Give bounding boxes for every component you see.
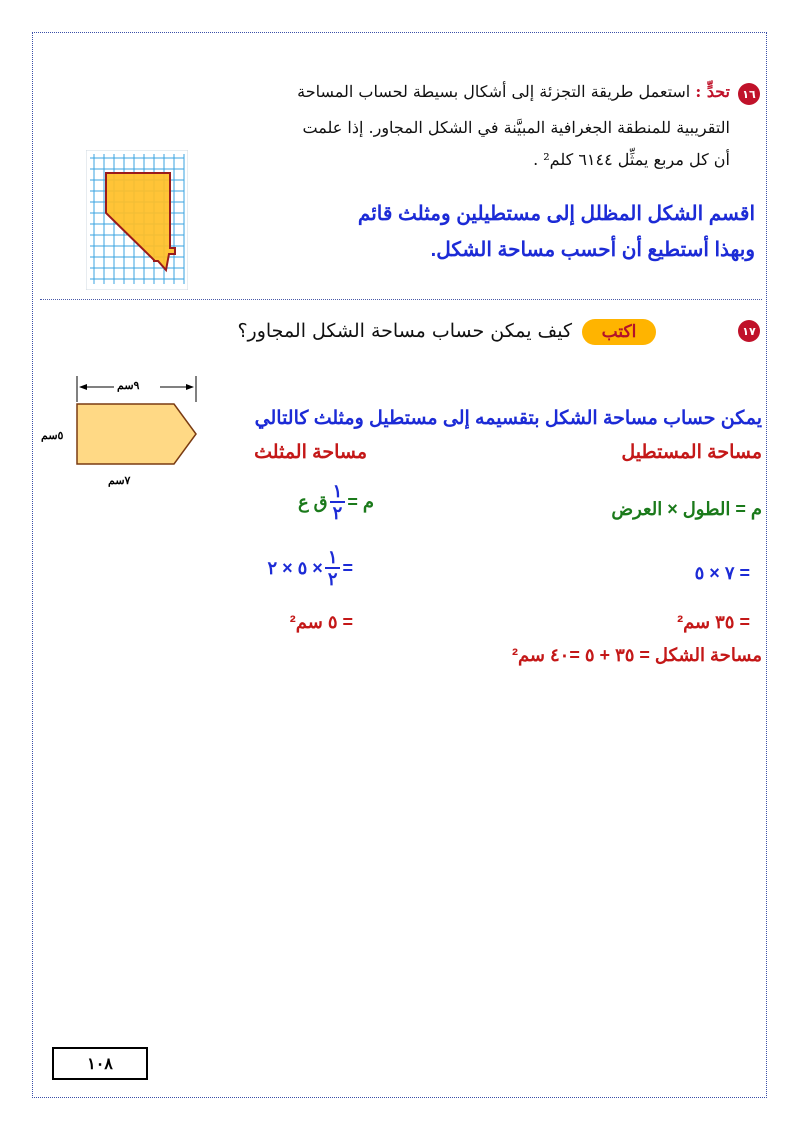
question-17-intro: يمكن حساب مساحة الشكل بتقسيمه إلى مستطيل ومثلث كالتالي: [254, 408, 762, 429]
grid-map-figure: [86, 150, 188, 290]
question-16-number: ١٦: [742, 87, 756, 101]
fraction-half-calc: [325, 548, 341, 588]
question-17-text: كيف يمكن حساب مساحة الشكل المجاور؟: [237, 320, 572, 342]
question-17-number: ١٧: [742, 324, 756, 338]
rectangle-area-calculation: = ٧ × ٥: [694, 563, 750, 583]
total-area-result: مساحة الشكل = ٣٥ + ٥ =٤٠ سم²: [511, 645, 762, 665]
question-16-line2: التقريبية للمنطقة الجغرافية المبيَّنة في الشكل المجاور. إذا علمت: [302, 118, 730, 137]
question-17-badge: [738, 320, 760, 342]
triangle-area-result: = ٥ سم²: [289, 612, 353, 632]
figure-top-dimension: ٩سم: [117, 380, 140, 392]
section-divider: [40, 299, 762, 300]
fraction-denominator: ٢: [332, 503, 343, 523]
fraction-numerator: ١: [330, 482, 346, 503]
triangle-formula-suffix: ق ع: [297, 491, 328, 512]
triangle-calc-prefix: =: [342, 557, 353, 578]
question-16-text1: استعمل طريقة التجزئة إلى أشكال بسيطة لحساب المساحة: [297, 82, 691, 101]
fraction-half: [330, 482, 346, 522]
triangle-area-formula: [298, 482, 374, 522]
fraction-calc-denominator: ٢: [327, 569, 338, 589]
question-16-line3: أن كل مربع يمثِّل ٦١٤٤ كلم² .: [533, 150, 730, 169]
triangle-calc-suffix: × ٥ × ٢: [267, 557, 323, 578]
triangle-area-header: مساحة المثلث: [254, 442, 367, 463]
rectangle-area-header: مساحة المستطيل: [621, 442, 762, 463]
rectangle-area-result: = ٣٥ سم²: [677, 612, 750, 632]
write-label-text: اكتب: [601, 322, 637, 341]
fraction-calc-numerator: ١: [325, 548, 341, 569]
triangle-area-calculation: [267, 548, 353, 588]
question-16-line1: [297, 82, 730, 101]
figure-left-dimension: ٥سم: [41, 430, 64, 442]
write-label-pill: [582, 319, 656, 345]
question-16-answer-line1: اقسم الشكل المظلل إلى مستطيلين ومثلث قائم: [357, 203, 755, 225]
page-number-box: [52, 1047, 148, 1080]
question-16-answer-line2: وبهذا أستطيع أن أحسب مساحة الشكل.: [430, 239, 755, 261]
figure-bottom-dimension: ٧سم: [108, 475, 131, 487]
triangle-formula-prefix: م =: [347, 491, 374, 512]
rectangle-area-formula: م = الطول × العرض: [611, 499, 762, 519]
page-number: ١٠٨: [87, 1055, 113, 1073]
question-16-label: تحدٍّ :: [695, 82, 730, 101]
question-16-badge: [738, 83, 760, 105]
